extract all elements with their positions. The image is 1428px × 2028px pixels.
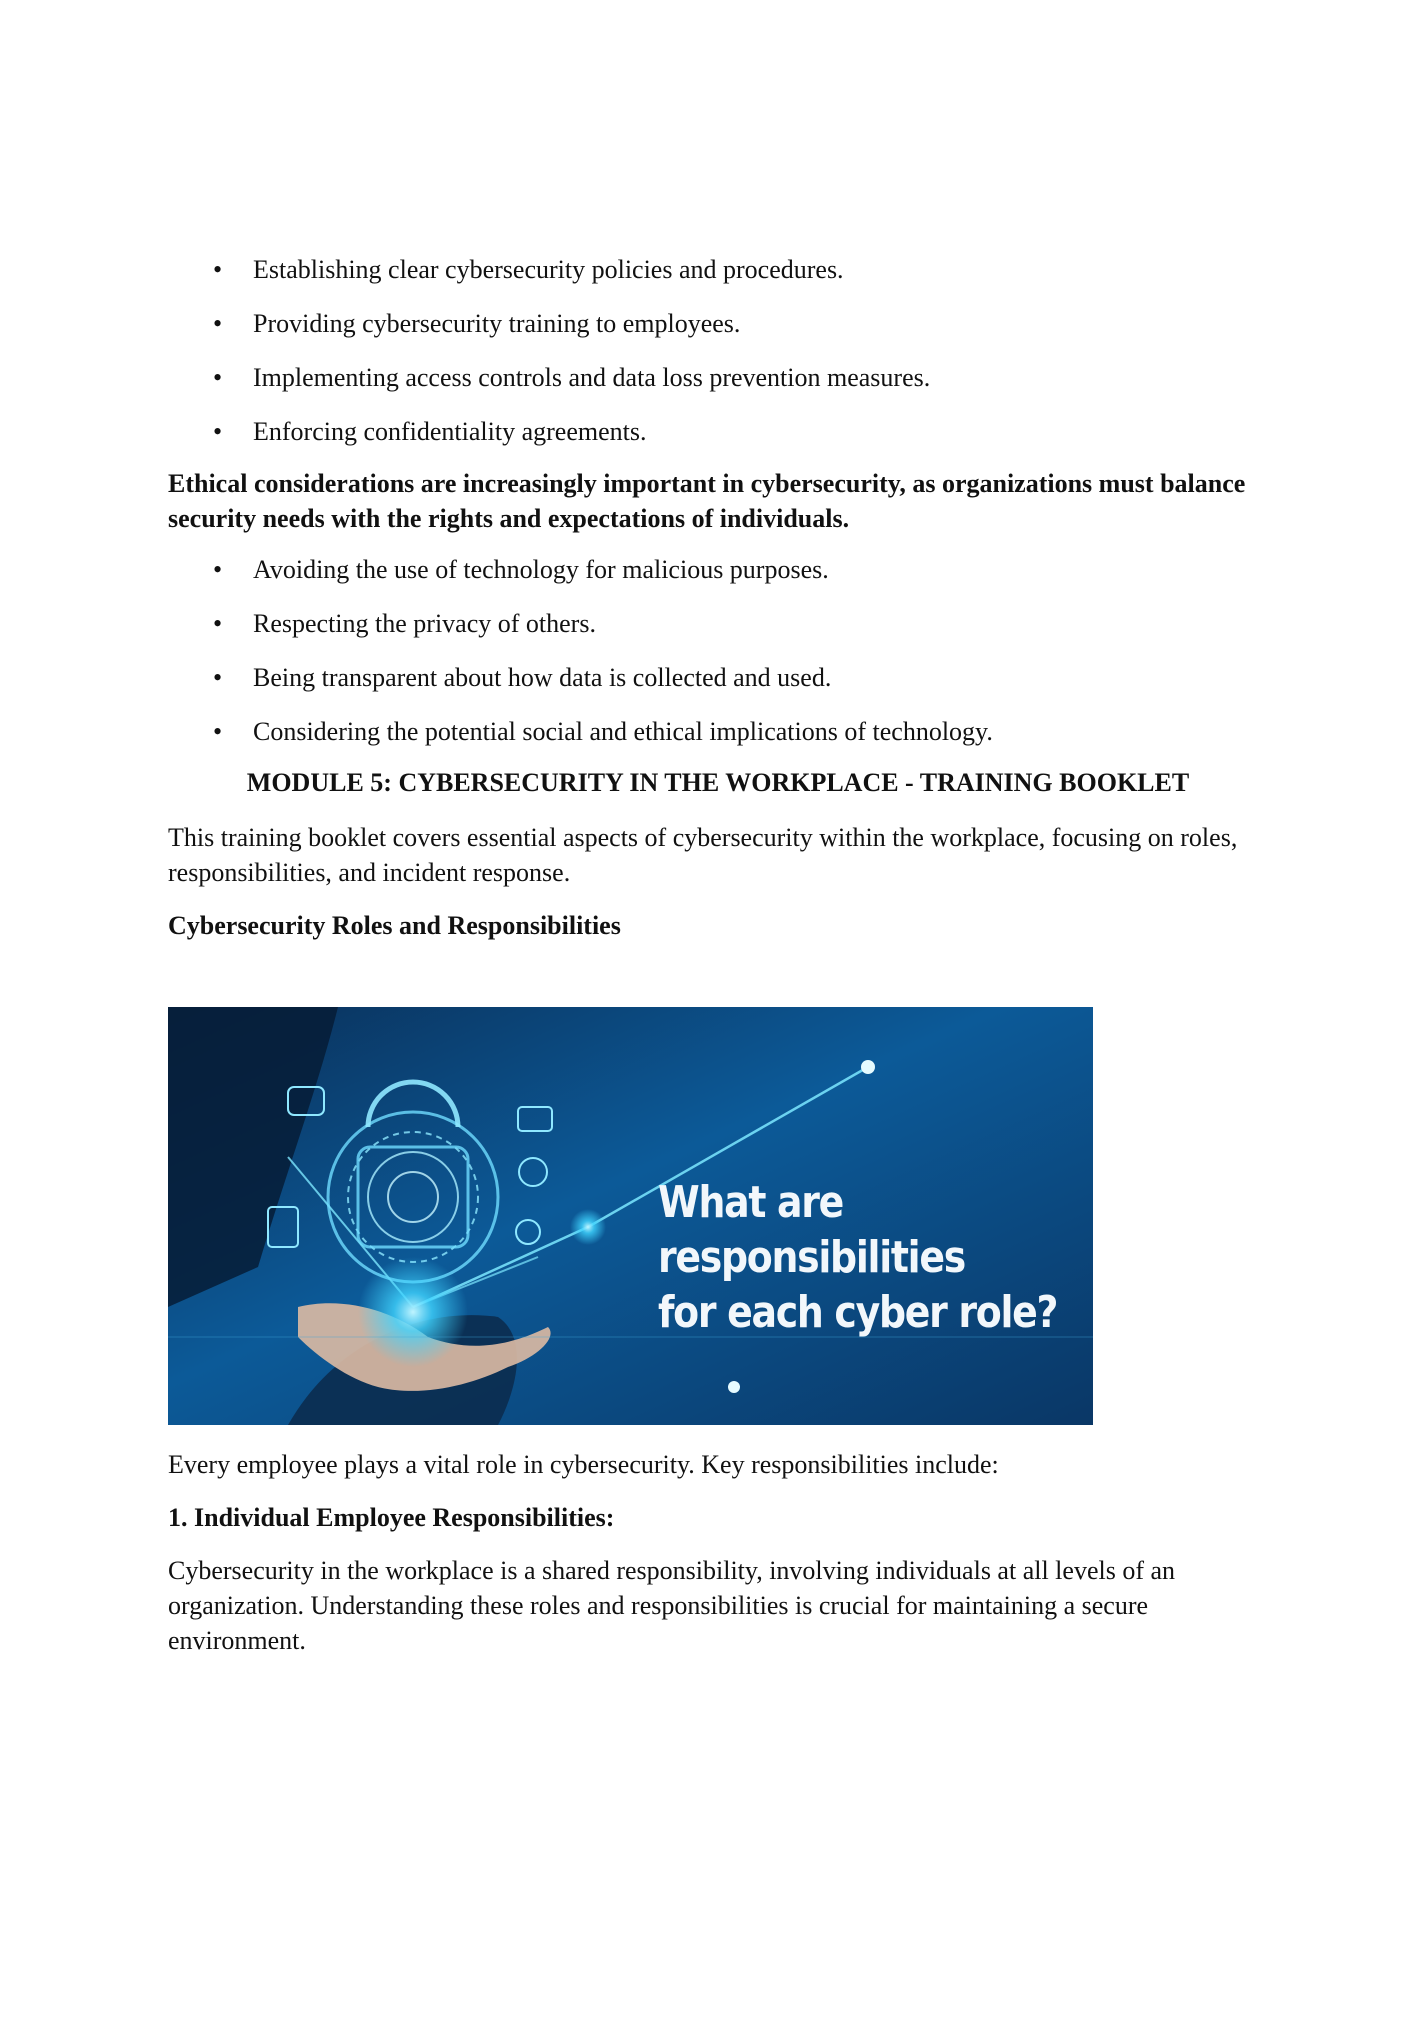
list-item: • Implementing access controls and data loss prevention measures. xyxy=(213,363,931,392)
bullet-icon: • xyxy=(213,663,223,692)
bullet-icon: • xyxy=(213,363,223,392)
module-title: MODULE 5: CYBERSECURITY IN THE WORKPLACE - TRAINING BOOKLET xyxy=(246,768,1190,797)
illustration-caption xyxy=(658,1175,1057,1340)
list-item: • Establishing clear cybersecurity policies and procedures. xyxy=(213,255,844,284)
shared-responsibility-paragraph: Cybersecurity in the workplace is a shared responsibility, involving individuals at all levels of an organization. Understanding these roles and responsibilities is crucial for maintaining a secure environment. xyxy=(168,1556,1176,1655)
caption-line: responsibilities xyxy=(658,1232,965,1283)
every-employee-paragraph: Every employee plays a vital role in cybersecurity. Key responsibilities include: xyxy=(168,1450,999,1479)
list-item: • Avoiding the use of technology for malicious purposes. xyxy=(213,555,829,584)
list-item: • Respecting the privacy of others. xyxy=(213,609,596,638)
roles-heading: Cybersecurity Roles and Responsibilities xyxy=(168,911,621,940)
bullet-icon: • xyxy=(213,609,223,638)
security-measures-list xyxy=(168,254,1268,448)
list-item: • Providing cybersecurity training to employees. xyxy=(213,309,741,338)
caption-line: What are xyxy=(658,1177,844,1228)
bullet-icon: • xyxy=(213,717,223,746)
individual-responsibilities-heading: 1. Individual Employee Responsibilities: xyxy=(168,1503,615,1532)
ethics-list xyxy=(168,554,1268,748)
bullet-icon: • xyxy=(213,255,223,284)
bullet-icon: • xyxy=(213,555,223,584)
module-intro-paragraph: This training booklet covers essential aspects of cybersecurity within the workplace, focusing on roles, responsibilities, and incident response. xyxy=(168,823,1238,887)
list-item: • Being transparent about how data is collected and used. xyxy=(213,663,832,692)
bullet-icon: • xyxy=(213,309,223,338)
list-item: • Enforcing confidentiality agreements. xyxy=(213,417,647,446)
cyber-role-illustration xyxy=(168,1007,1093,1425)
ethics-intro-paragraph: Ethical considerations are increasingly important in cybersecurity, as organizations must balance security needs with the rights and expectations of individuals. xyxy=(168,469,1246,533)
list-item: • Considering the potential social and ethical implications of technology. xyxy=(213,717,993,746)
bullet-icon: • xyxy=(213,417,223,446)
caption-line: for each cyber role? xyxy=(658,1287,1058,1338)
document-page xyxy=(168,254,1268,1676)
